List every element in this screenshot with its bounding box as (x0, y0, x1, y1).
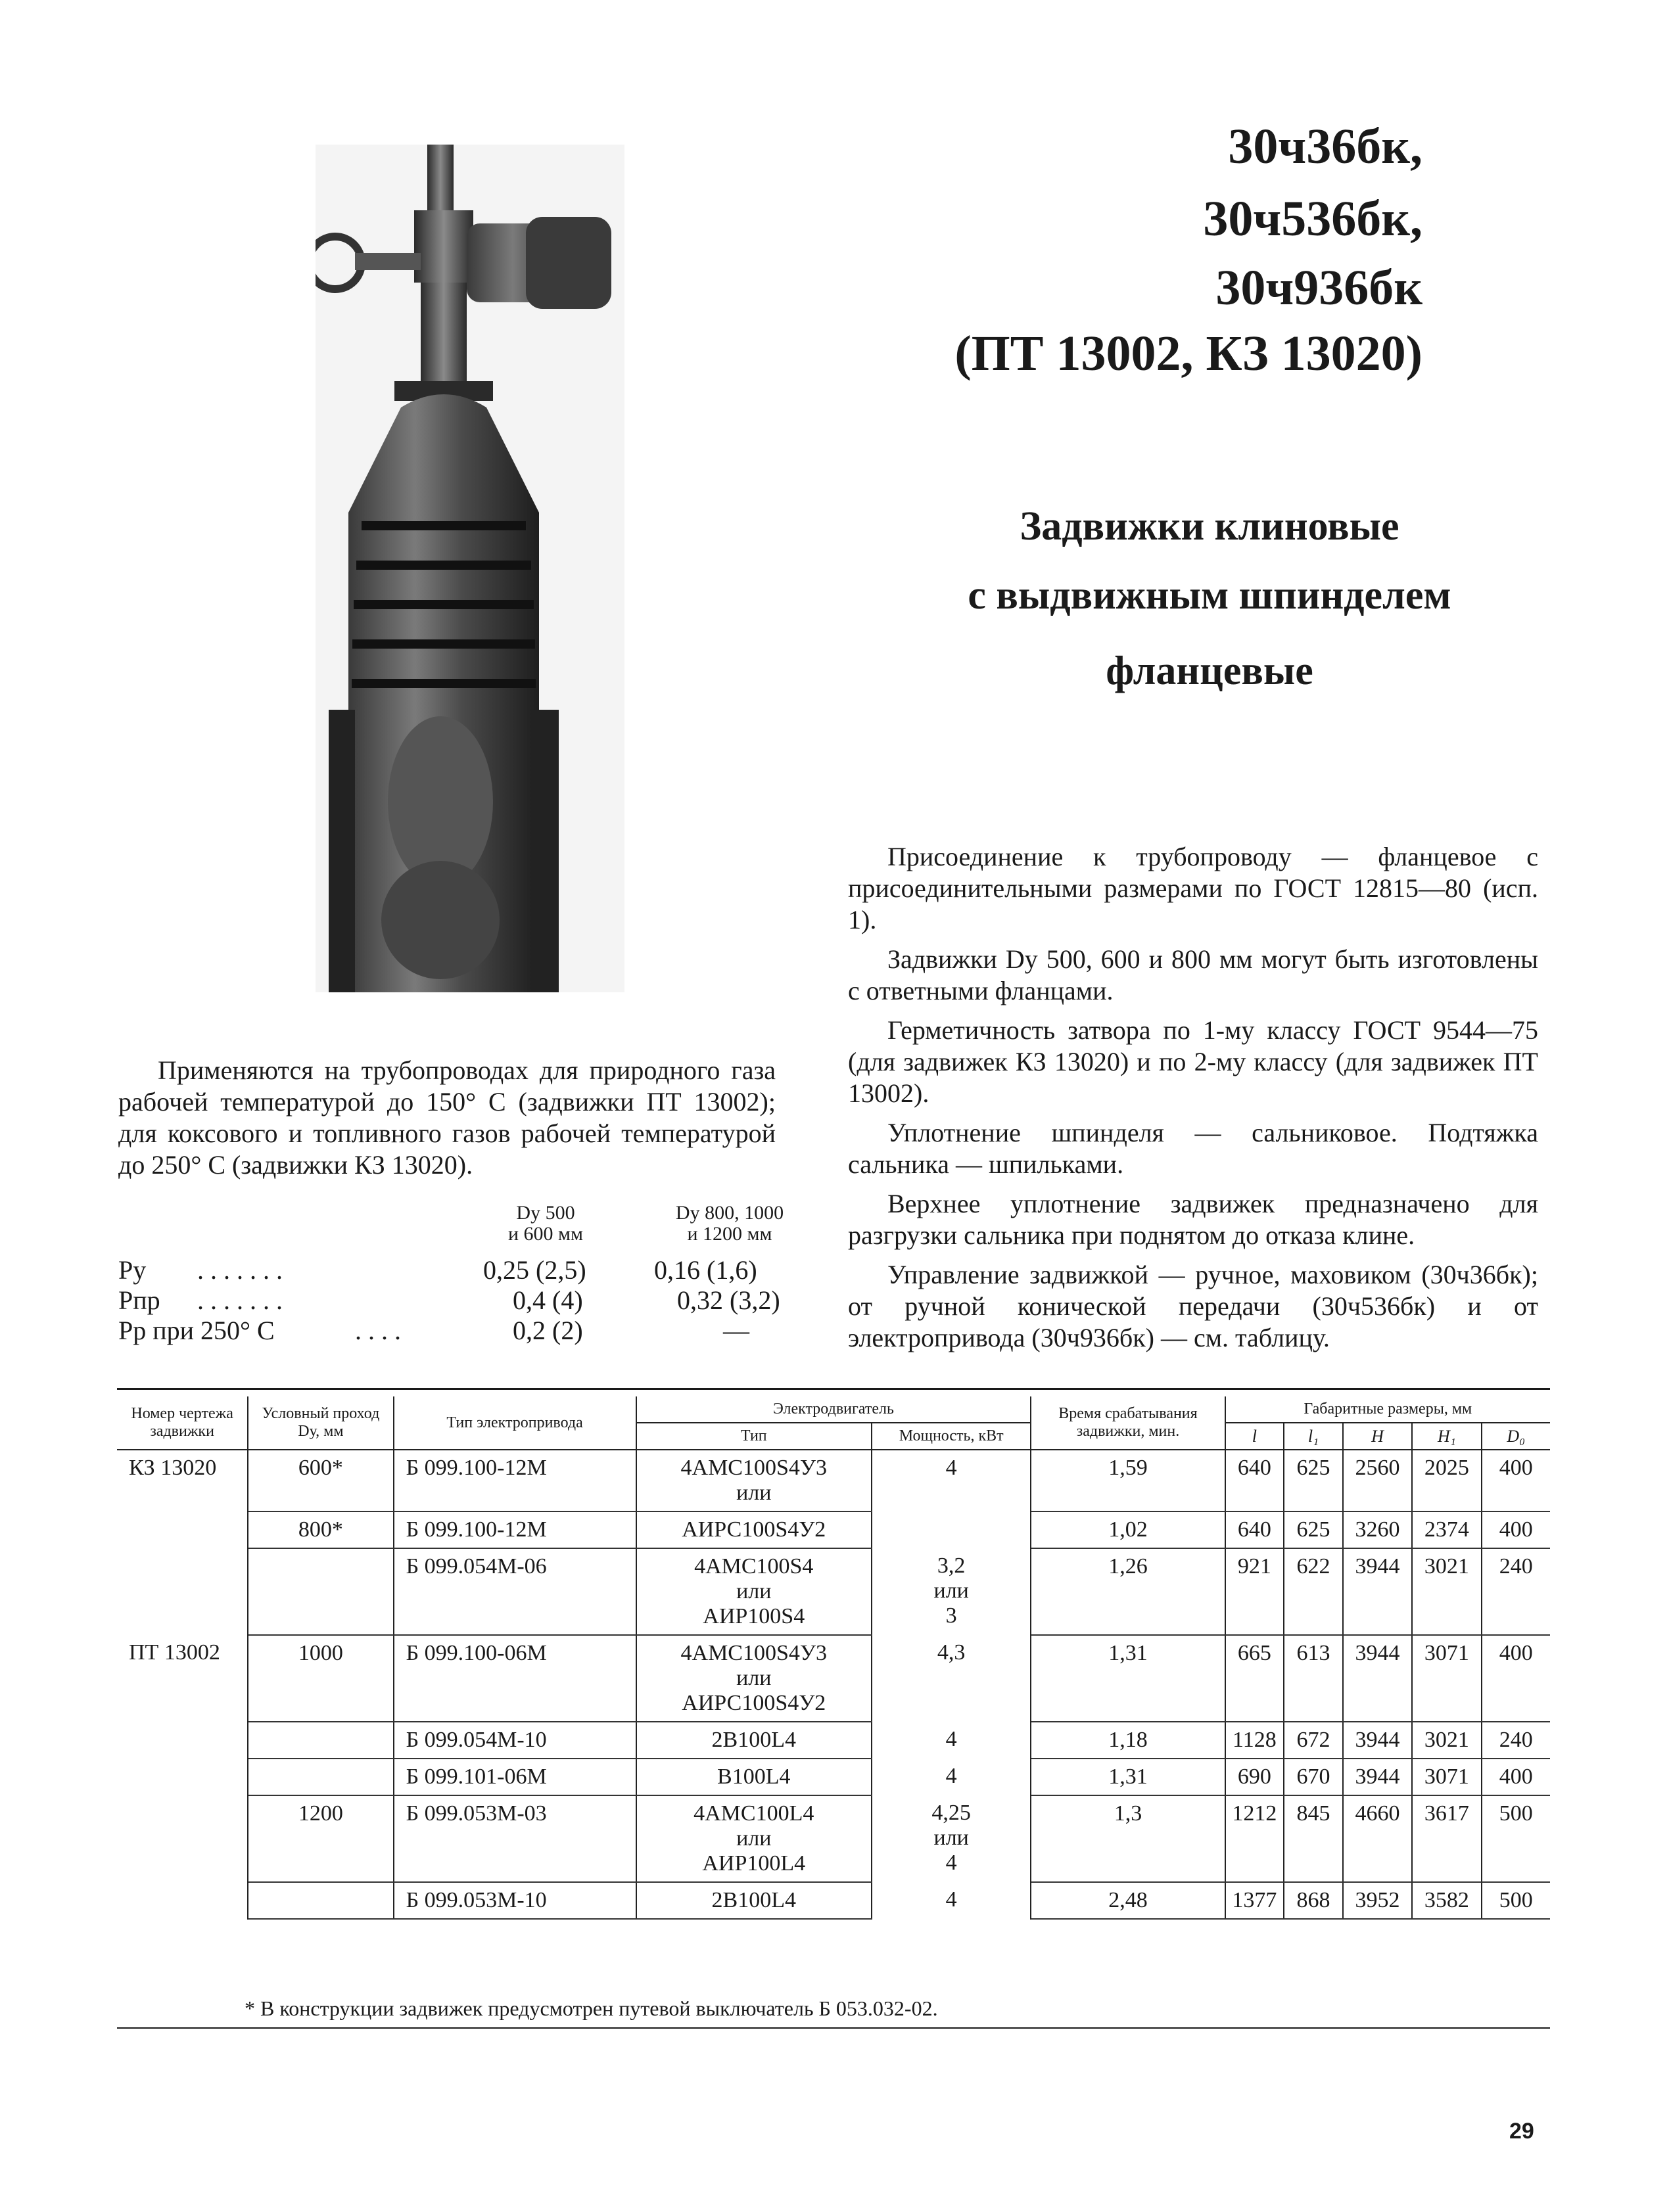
cell-power: 4 (872, 1882, 1031, 1919)
header-motor: Электродвигатель (636, 1396, 1031, 1423)
table-row (117, 1511, 1550, 1548)
cell-drive: Б 099.101-06М (394, 1759, 636, 1795)
cell-H1: 3582 (1412, 1882, 1481, 1919)
cell-l: 640 (1225, 1511, 1284, 1548)
cell-D0: 500 (1482, 1795, 1550, 1882)
paragraph-connection: Присоединение к трубопроводу — фланцевое с присоединительными размерами по ГОСТ 12815—80 (исп. 1). (848, 842, 1538, 934)
cell-dn (248, 1759, 393, 1795)
page-number: 29 (1509, 2119, 1534, 2144)
paragraph-seal: Уплотнение шпинделя — сальниковое. Подтяжка сальника — шпильками. (848, 1118, 1538, 1179)
cell-motor: 4АМС100L4 или АИР100L4 (636, 1795, 872, 1882)
table-row (117, 1795, 1550, 1882)
cell-H: 3944 (1343, 1722, 1412, 1759)
cell-l: 690 (1225, 1759, 1284, 1795)
pressure-col2-header-line1: Dу 800, 1000 (675, 1202, 784, 1224)
cell-D0: 400 (1482, 1759, 1550, 1795)
cell-drive: Б 099.053М-03 (394, 1795, 636, 1882)
cell-drive: Б 099.053М-10 (394, 1882, 636, 1919)
table-row (117, 1882, 1550, 1919)
cell-l1: 625 (1284, 1511, 1343, 1548)
cell-power: 4,3 (872, 1635, 1031, 1722)
cell-drive: Б 099.054М-06 (394, 1548, 636, 1635)
header-time: Время срабатывания задвижки, мин. (1031, 1396, 1225, 1450)
valve-photo (316, 145, 624, 992)
cell-power: 4 (872, 1722, 1031, 1759)
cell-H1: 3071 (1412, 1759, 1481, 1795)
pressure-dots: . . . . (355, 1316, 401, 1345)
header-motor-power: Мощность, кВт (872, 1423, 1031, 1450)
cell-D0: 500 (1482, 1882, 1550, 1919)
cell-D0: 400 (1482, 1450, 1550, 1511)
cell-l: 921 (1225, 1548, 1284, 1635)
pressure-col2-header-line2: и 1200 мм (687, 1223, 772, 1245)
cell-power: 4 (872, 1759, 1031, 1795)
pressure-label: Pр при 250° С (118, 1316, 275, 1345)
header-l1: l₁ (1284, 1423, 1343, 1450)
cell-motor: 4АМС100S4 или АИР100S4 (636, 1548, 872, 1635)
pressure-dots: . . . . . . . (197, 1285, 283, 1315)
cell-l1: 670 (1284, 1759, 1343, 1795)
cell-dn (248, 1882, 393, 1919)
pressure-value-2: 0,32 (3,2) (677, 1285, 780, 1315)
paragraph-top-seal: Верхнее уплотнение задвижек предназначено для разгрузки сальника при поднятом до отказа клине. (848, 1189, 1538, 1250)
paragraph-flanges: Задвижки Dу 500, 600 и 800 мм могут быть изготовлены с ответными фланцами. (848, 944, 1538, 1005)
description-text (848, 841, 1538, 1362)
subtitle-line-1: Задвижки клиновые (1020, 504, 1399, 549)
cell-drive: Б 099.054М-10 (394, 1722, 636, 1759)
paragraph-application: Применяются на трубопроводах для природного газа рабочей температурой до 150° С (задвижки ПТ 13002); для коксового и топливного газов рабочей температурой до 250° С (задвижки КЗ 13020). (118, 1055, 776, 1180)
header-motor-type: Тип (636, 1423, 872, 1450)
cell-H1: 2025 (1412, 1450, 1481, 1511)
cell-motor: АИРС100S4У2 (636, 1511, 872, 1548)
cell-motor: 2В100L4 (636, 1882, 872, 1919)
cell-drawing (117, 1548, 248, 1635)
cell-motor: 4АМС100S4У3 или АИРС100S4У2 (636, 1635, 872, 1722)
cell-time: 1,18 (1031, 1722, 1225, 1759)
pressure-value-1: 0,4 (4) (513, 1285, 583, 1315)
cell-l1: 613 (1284, 1635, 1343, 1722)
cell-dn (248, 1548, 393, 1635)
cell-l1: 868 (1284, 1882, 1343, 1919)
pressure-value-2: — (723, 1316, 749, 1345)
cell-power (872, 1511, 1031, 1548)
title-line-3: 30ч936бк (1215, 260, 1422, 315)
table-row (117, 1548, 1550, 1635)
cell-power: 3,2 или 3 (872, 1548, 1031, 1635)
pressure-value-2: 0,16 (1,6) (654, 1255, 757, 1285)
cell-drawing (117, 1511, 248, 1548)
cell-H: 3944 (1343, 1548, 1412, 1635)
specs-table (117, 1396, 1550, 1920)
cell-H1: 3071 (1412, 1635, 1481, 1722)
cell-l: 665 (1225, 1635, 1284, 1722)
header-D0: D₀ (1482, 1423, 1550, 1450)
table-row (117, 1759, 1550, 1795)
pressure-row (118, 1255, 822, 1285)
cell-H1: 3021 (1412, 1722, 1481, 1759)
cell-l: 1128 (1225, 1722, 1284, 1759)
subtitle-line-2: с выдвижным шпинделем (968, 573, 1451, 618)
cell-time: 1,02 (1031, 1511, 1225, 1548)
pressure-col1-header (473, 1203, 618, 1245)
cell-l1: 845 (1284, 1795, 1343, 1882)
table-row (117, 1722, 1550, 1759)
title-line-1: 30ч36бк, (1228, 119, 1422, 174)
header-l: l (1225, 1423, 1284, 1450)
cell-power: 4 (872, 1450, 1031, 1511)
cell-power: 4,25 или 4 (872, 1795, 1031, 1882)
cell-drawing: КЗ 13020 (117, 1450, 248, 1511)
cell-D0: 240 (1482, 1548, 1550, 1635)
cell-dn: 1200 (248, 1795, 393, 1882)
cell-D0: 240 (1482, 1722, 1550, 1759)
pressure-label: Pу (118, 1255, 147, 1285)
header-H1: H₁ (1412, 1423, 1481, 1450)
cell-drive: Б 099.100-12М (394, 1511, 636, 1548)
cell-H1: 3021 (1412, 1548, 1481, 1635)
header-drawing: Номер чертежа задвижки (117, 1396, 248, 1450)
cell-drawing (117, 1722, 248, 1759)
table-bottom-rule (117, 2027, 1550, 2029)
cell-D0: 400 (1482, 1511, 1550, 1548)
cell-l1: 622 (1284, 1548, 1343, 1635)
cell-D0: 400 (1482, 1635, 1550, 1722)
pressure-col1-header-line1: Dу 500 (516, 1202, 575, 1224)
title-line-4: (ПТ 13002, КЗ 13020) (954, 326, 1422, 381)
cell-drive: Б 099.100-12М (394, 1450, 636, 1511)
table-top-rule (117, 1388, 1550, 1390)
header-drive: Тип электропривода (394, 1396, 636, 1450)
cell-H: 3952 (1343, 1882, 1412, 1919)
cell-time: 1,26 (1031, 1548, 1225, 1635)
cell-H: 2560 (1343, 1450, 1412, 1511)
cell-H: 3944 (1343, 1635, 1412, 1722)
cell-l1: 625 (1284, 1450, 1343, 1511)
paragraph-control: Управление задвижкой — ручное, маховиком (30ч36бк); от ручной конической передачи (30ч536бк) и от электропривода (30ч936бк) — см. таблицу. (848, 1260, 1538, 1352)
cell-time: 2,48 (1031, 1882, 1225, 1919)
table-row (117, 1635, 1550, 1722)
header-dims: Габаритные размеры, мм (1225, 1396, 1550, 1423)
pressure-row (118, 1285, 822, 1316)
cell-H: 3944 (1343, 1759, 1412, 1795)
cell-drive: Б 099.100-06М (394, 1635, 636, 1722)
pressure-row (118, 1316, 822, 1346)
cell-time: 1,31 (1031, 1759, 1225, 1795)
pressure-value-1: 0,25 (2,5) (483, 1255, 586, 1285)
cell-dn: 600* (248, 1450, 393, 1511)
cell-l: 640 (1225, 1450, 1284, 1511)
cell-motor: 4АМС100S4У3 или (636, 1450, 872, 1511)
cell-time: 1,59 (1031, 1450, 1225, 1511)
footnote: * В конструкции задвижек предусмотрен путевой выключатель Б 053.032-02. (245, 1996, 938, 2020)
cell-dn (248, 1722, 393, 1759)
cell-motor: В100L4 (636, 1759, 872, 1795)
title-line-2: 30ч536бк, (1203, 191, 1422, 246)
cell-l: 1212 (1225, 1795, 1284, 1882)
header-dn: Условный проход Dу, мм (248, 1396, 393, 1450)
cell-l1: 672 (1284, 1722, 1343, 1759)
table-row (117, 1450, 1550, 1511)
pressure-col1-header-line2: и 600 мм (507, 1223, 584, 1245)
cell-H1: 3617 (1412, 1795, 1481, 1882)
pressure-label: Pпр (118, 1285, 160, 1315)
cell-drawing (117, 1795, 248, 1882)
cell-dn: 1000 (248, 1635, 393, 1722)
cell-drawing (117, 1759, 248, 1795)
pressure-dots: . . . . . . . (197, 1255, 283, 1285)
cell-motor: 2В100L4 (636, 1722, 872, 1759)
pressure-col2-header (644, 1203, 815, 1245)
header-H: H (1343, 1423, 1412, 1450)
cell-H1: 2374 (1412, 1511, 1481, 1548)
cell-drawing: ПТ 13002 (117, 1635, 248, 1722)
cell-H: 3260 (1343, 1511, 1412, 1548)
pressure-value-1: 0,2 (2) (513, 1316, 583, 1345)
cell-time: 1,31 (1031, 1635, 1225, 1722)
subtitle-line-3: фланцевые (1106, 649, 1313, 693)
cell-H: 4660 (1343, 1795, 1412, 1882)
cell-time: 1,3 (1031, 1795, 1225, 1882)
cell-dn: 800* (248, 1511, 393, 1548)
paragraph-tightness: Герметичность затвора по 1-му классу ГОСТ 9544—75 (для задвижек КЗ 13020) и по 2-му классу (для задвижек ПТ 13002). (848, 1015, 1538, 1108)
application-text (118, 1055, 776, 1189)
cell-drawing (117, 1882, 248, 1919)
cell-l: 1377 (1225, 1882, 1284, 1919)
